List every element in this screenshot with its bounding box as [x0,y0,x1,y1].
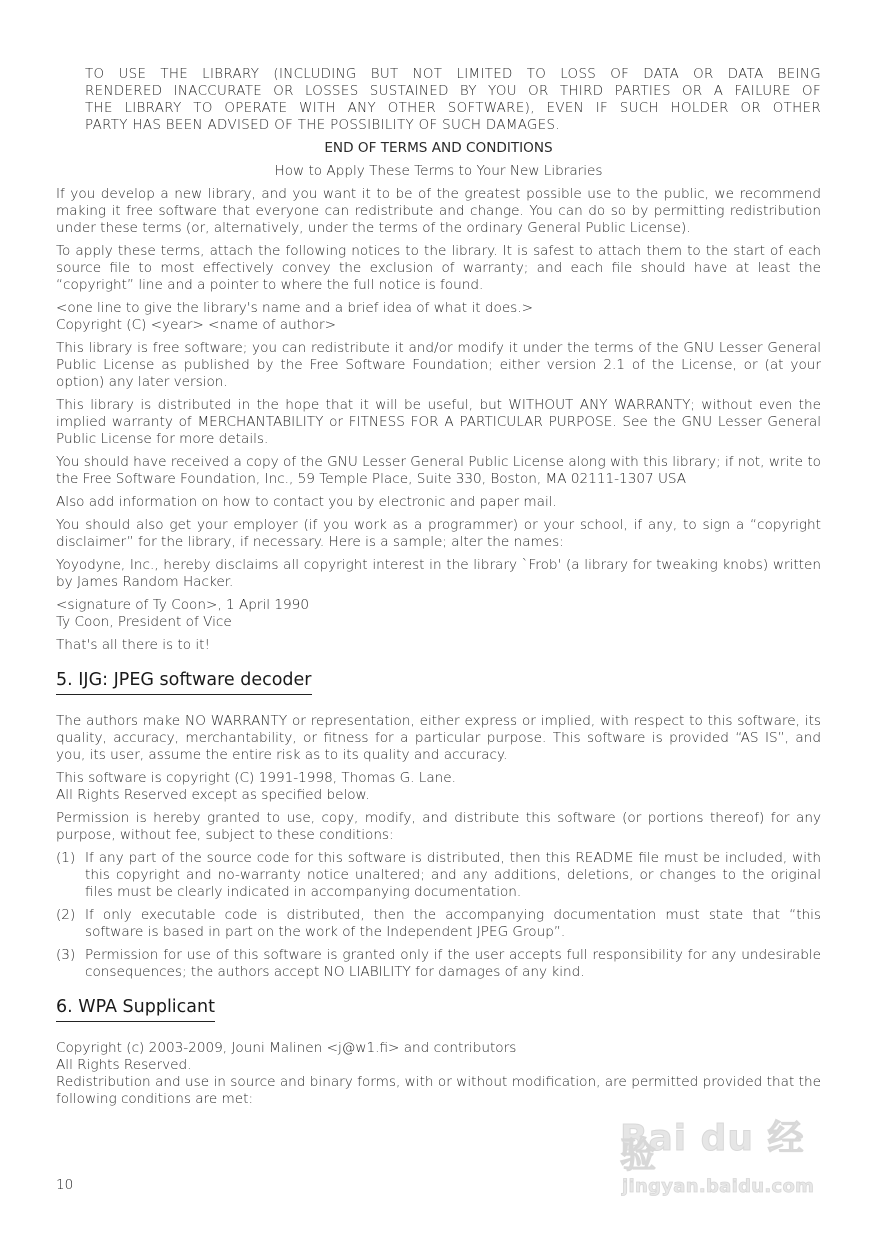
watermark-logo-text [620,1118,820,1176]
section-6-text [56,1040,821,1074]
lgpl-paragraph: This library is distributed in the hope that it will be useful, but WITHOUT ANY WARRANTY; without even the implied warranty of MERCHANTABILITY or FITNESS FOR A PARTICULAR PURPOSE. See the GNU Lesser General Public License for more details. [56,397,821,447]
section-6-heading-wrap [56,987,821,1022]
lgpl-paragraph: If you develop a new library, and you want it to be of the greatest possible use to the public, we recommend making it free software that everyone can redistribute and change. You can do so by permitting redistribution under these terms (or, alternatively, under the terms of the ordinary General Public License). [56,186,821,236]
condition-item [56,850,821,901]
lgpl-paragraph: You should have received a copy of the GNU Lesser General Public License along with this library; if not, write to the Free Software Foundation, Inc., 59 Temple Place, Suite 330, Boston, MA 02111-1307 USA [56,454,821,487]
disclaimer-line: TO USE THE LIBRARY (INCLUDING BUT NOT LIMITED TO LOSS OF DATA OR DATA BEING [85,67,821,82]
condition-text: Permission for use of this software is granted only if the user accepts full responsibility for any undesirable consequences; the authors accept NO LIABILITY for damages of any kind. [85,947,821,980]
lgpl-notice-template [56,300,821,334]
lgpl-paragraph: Yoyodyne, Inc., hereby disclaims all copyright interest in the library `Frob' (a library for tweaking knobs) written by James Random Hacker. [56,557,821,590]
condition-number: (1) [56,850,76,866]
copyright-line: This software is copyright (C) 1991-1998, Thomas G. Lane. [56,770,456,786]
disclaimer-line: THE LIBRARY TO OPERATE WITH ANY OTHER SOFTWARE), EVEN IF SUCH HOLDER OR OTHER [85,101,821,116]
condition-item [56,907,821,941]
section-6-paragraph: Redistribution and use in source and binary forms, with or without modification, are permitted provided that the following conditions are met: [56,1074,821,1107]
condition-text: If only executable code is distributed, then the accompanying documentation must state that “this software is based in part on the work of the Independent JPEG Group”. [85,907,821,940]
lgpl-paragraph: To apply these terms, attach the following notices to the library. It is safest to attach them to the start of each source file to most effectively convey the exclusion of warranty; and each file should have at least the “copyright” line and a pointer to where the full notice is found. [56,243,821,293]
condition-text: If any part of the source code for this software is distributed, then this README file must be included, with this copyright and no-warranty notice unaltered; and any additions, deletions, or changes to the original files must be clearly indicated in accompanying documentation. [85,850,821,900]
page-number: 10 [56,1177,74,1193]
section-5-heading: 5. IJG: JPEG software decoder [56,669,312,695]
section-5-paragraph: The authors make NO WARRANTY or representation, either express or implied, with respect to this software, its quality, accuracy, merchantability, or fitness for a particular purpose. This software is provided “AS IS”, and you, its user, assume the entire risk as to its quality and accuracy. [56,713,821,763]
section-6-heading: 6. WPA Supplicant [56,996,215,1022]
copyright-line: All Rights Reserved except as specified below. [56,787,370,803]
baidu-watermark [620,1118,820,1210]
disclaimer-line: RENDERED INACCURATE OR LOSSES SUSTAINED BY YOU OR THIRD PARTIES OR A FAILURE OF [85,84,821,99]
condition-item [56,947,821,981]
lgpl-signature [56,597,821,631]
lgpl-paragraph: You should also get your employer (if you work as a programmer) or your school, if any, to sign a “copyright disclaimer” for the library, if necessary. Here is a sample; alter the names: [56,517,821,550]
section-5-heading-wrap [56,660,821,695]
end-terms-heading: END OF TERMS AND CONDITIONS [324,140,553,156]
disclaimer-line: PARTY HAS BEEN ADVISED OF THE POSSIBILITY OF SUCH DAMAGES. [85,118,560,133]
notice-line: <one line to give the library's name and a brief idea of what it does.> [56,300,533,316]
notice-line: Copyright (C) <year> <name of author> [56,317,336,333]
condition-number: (2) [56,907,76,923]
watermark-logo: Bai du 经验 [620,1118,805,1176]
document-page [56,66,821,1114]
condition-number: (3) [56,947,76,963]
signature-line: <signature of Ty Coon>, 1 April 1990 [56,597,309,613]
section-5-copyright [56,770,821,804]
signature-line: Ty Coon, President of Vice [56,614,232,630]
lgpl-paragraph: This library is free software; you can redistribute it and/or modify it under the terms of the GNU Lesser General Public License as published by the Free Software Foundation; either version 2.1 of the License, or (at your option) any later version. [56,340,821,390]
section-6-line: Copyright (c) 2003-2009, Jouni Malinen <j@w1.fi> and contributors [56,1040,517,1056]
lgpl-paragraph: That's all there is to it! [56,637,210,653]
section-6-line: All Rights Reserved. [56,1057,192,1073]
disclaimer-end [56,66,821,134]
how-to-apply-heading: How to Apply These Terms to Your New Libraries [274,163,603,179]
section-5-paragraph: Permission is hereby granted to use, copy, modify, and distribute this software (or portions thereof) for any purpose, without fee, subject to these conditions: [56,810,821,843]
watermark-url: jingyan.baidu.com [622,1176,815,1197]
lgpl-paragraph: Also add information on how to contact you by electronic and paper mail. [56,494,557,510]
